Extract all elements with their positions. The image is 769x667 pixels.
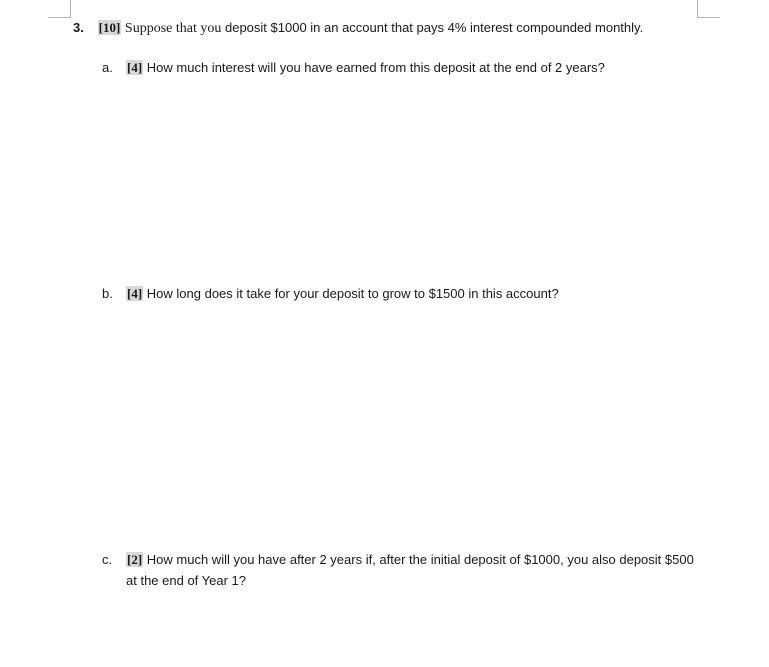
question-lead-text: Suppose that you	[124, 21, 222, 36]
part-body	[126, 283, 696, 304]
part-letter: c.	[102, 552, 113, 567]
part-body	[126, 549, 696, 591]
part-letter: b.	[102, 286, 113, 301]
part-b	[102, 283, 722, 304]
part-points: [2]	[127, 552, 143, 567]
part-a	[102, 57, 722, 78]
question-points: [10]	[98, 20, 121, 35]
question-text: deposit $1000 in an account that pays 4% interest compounded monthly.	[221, 20, 644, 35]
question-number: 3.	[73, 20, 84, 35]
part-text: How long does it take for your deposit to grow to $1500 in this account?	[143, 286, 559, 301]
crop-mark-top-right	[697, 0, 720, 18]
part-text: How much will you have after 2 years if, after the initial deposit of $1000, you also deposit $500 at the end of Year 1?	[126, 552, 694, 588]
part-body	[126, 57, 696, 78]
part-c	[102, 549, 722, 591]
part-text: How much interest will you have earned from this deposit at the end of 2 years?	[143, 60, 605, 75]
part-points: [4]	[127, 60, 143, 75]
question-3	[73, 18, 753, 39]
crop-mark-top-left	[48, 0, 71, 18]
part-points: [4]	[127, 286, 143, 301]
part-letter: a.	[102, 60, 113, 75]
